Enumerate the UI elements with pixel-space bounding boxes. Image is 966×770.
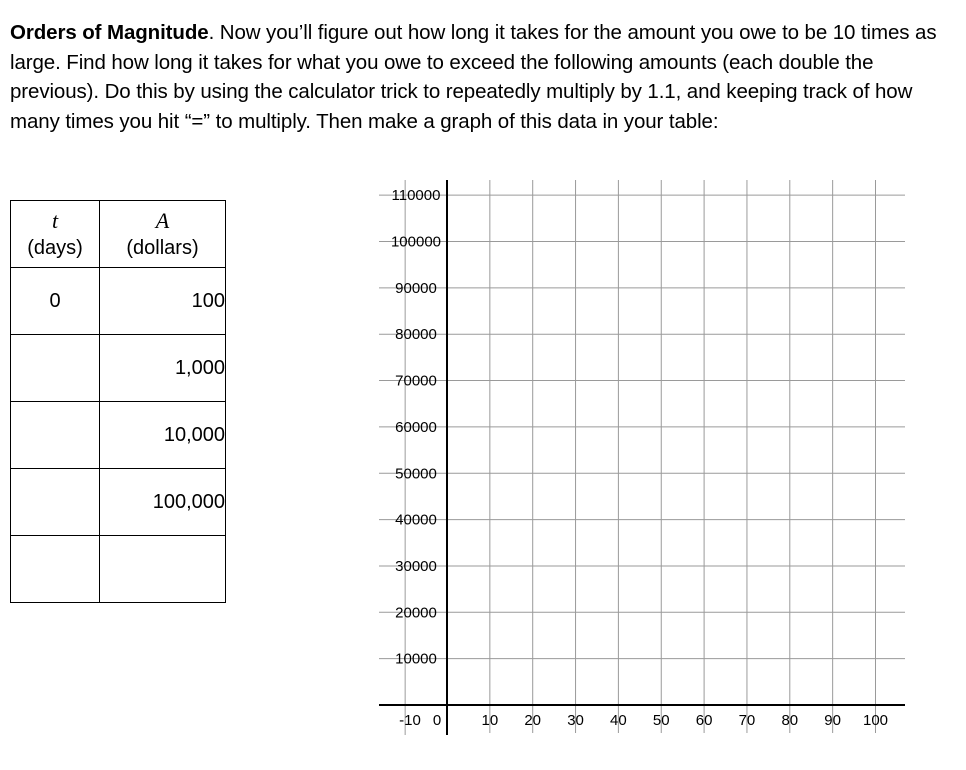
x-tick-label: 90 xyxy=(824,712,841,729)
header-time-unit: (days) xyxy=(27,237,83,259)
instructions-body: . Now you’ll figure out how long it takes for the amount you owe to be 10 times as large. Find how long it takes for what you owe to exceed the following amounts (each double the previous). Do this by using the calculator trick to repeatedly multiply by 1.1, and keeping track of how many times you hit “=” to multiply. Then make a graph of this data in your table: xyxy=(10,21,937,133)
x-tick-label: 30 xyxy=(567,712,584,729)
x-tick-label: -10 xyxy=(399,712,421,729)
x-tick-label: 20 xyxy=(524,712,542,729)
y-tick-label: 60000 xyxy=(395,418,437,436)
x-tick-label: 80 xyxy=(781,712,799,729)
y-tick-label: 40000 xyxy=(395,511,437,529)
amount-cell: 100,000 xyxy=(100,469,226,536)
y-tick-label: 90000 xyxy=(395,279,437,297)
header-amount-unit: (dollars) xyxy=(126,237,199,259)
header-amount-variable: A xyxy=(155,208,170,233)
instructions-heading: Orders of Magnitude xyxy=(10,21,209,44)
x-tick-label: 10 xyxy=(481,712,499,729)
amount-cell: 1,000 xyxy=(100,335,226,402)
x-tick-label: 100 xyxy=(862,712,889,729)
x-tick-label: 0 xyxy=(432,712,442,729)
x-tick-label: 50 xyxy=(652,712,670,729)
x-tick-label: 60 xyxy=(695,712,713,729)
y-tick-label: 110000 xyxy=(391,187,441,205)
y-tick-label: 20000 xyxy=(395,604,437,622)
header-time-variable: t xyxy=(51,208,59,233)
y-tick-label: 70000 xyxy=(395,372,437,390)
y-tick-label: 100000 xyxy=(390,233,442,251)
y-tick-label: 30000 xyxy=(395,557,437,575)
y-tick-label: 10000 xyxy=(395,650,437,668)
amount-cell: 100 xyxy=(100,268,226,335)
amount-cell: 10,000 xyxy=(100,402,226,469)
y-tick-label: 50000 xyxy=(395,465,437,483)
x-tick-label: 70 xyxy=(738,712,756,729)
time-cell[interactable]: 0 xyxy=(11,268,100,335)
y-tick-label: 80000 xyxy=(395,326,437,344)
x-tick-label: 40 xyxy=(610,712,627,729)
